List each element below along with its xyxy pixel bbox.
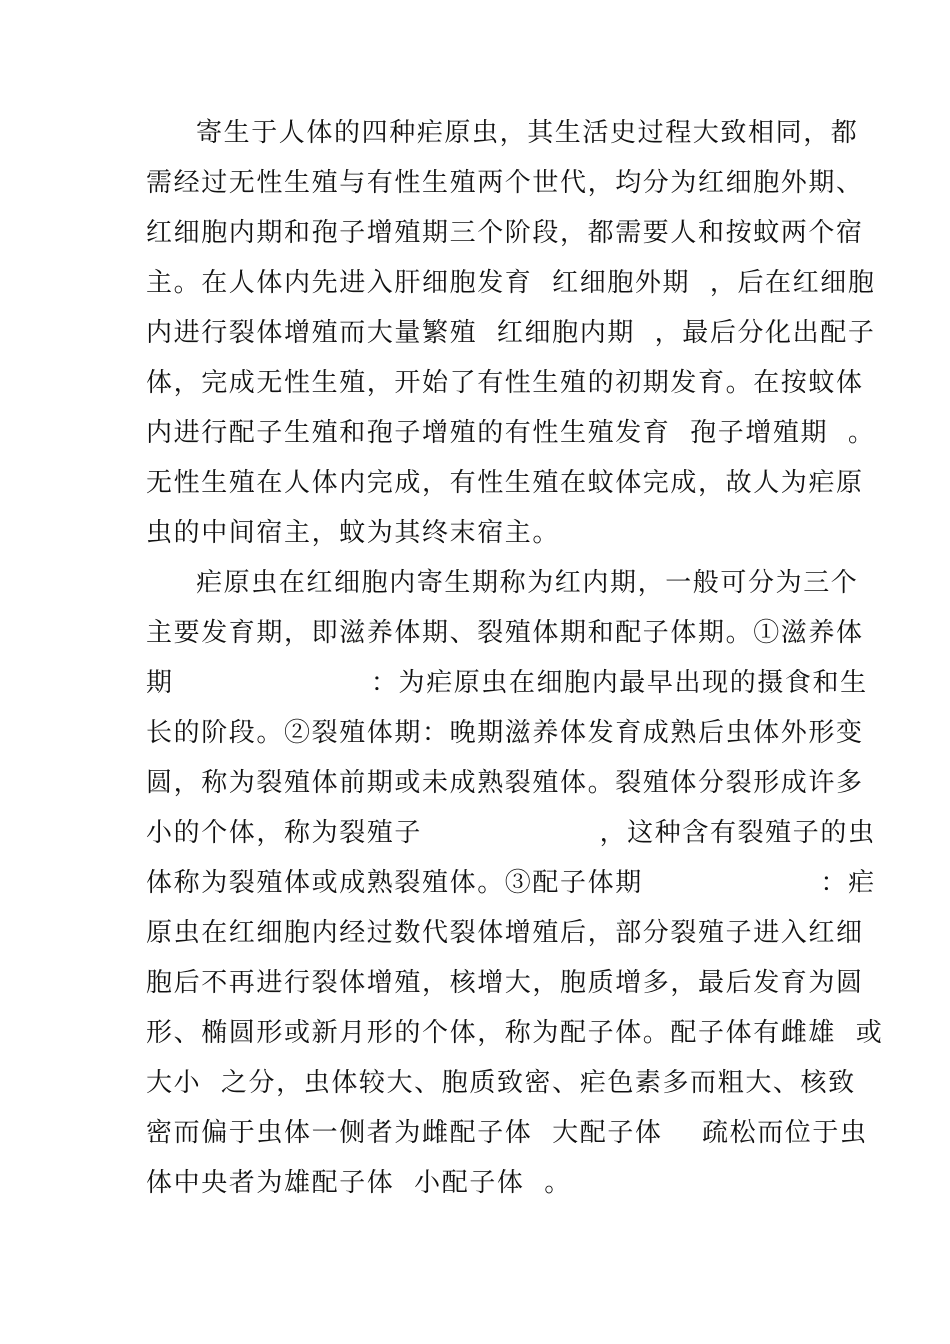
- paragraph-1-line-7: 内进行配子生殖和孢子增殖的有性生殖发育 孢子增殖期 。: [146, 418, 876, 448]
- paragraph-2-line-12: 密而偏于虫体一侧者为雌配子体 大配子体 疏松而位于虫: [146, 1118, 868, 1148]
- paragraph-1-line-8: 无性生殖在人体内完成，有性生殖在蚊体完成，故人为疟原: [146, 468, 864, 498]
- paragraph-2-line-8: 原虫在红细胞内经过数代裂体增殖后，部分裂殖子进入红细: [146, 918, 864, 948]
- paragraph-2-line-4: 长的阶段。②裂殖体期：晚期滋养体发育成熟后虫体外形变: [146, 718, 864, 748]
- paragraph-1-line-4: 主。在人体内先进入肝细胞发育 红细胞外期 ，后在红细胞: [146, 268, 876, 298]
- paragraph-1-line-2: 需经过无性生殖与有性生殖两个世代，均分为红细胞外期、: [146, 168, 864, 198]
- paragraph-2-line-5: 圆，称为裂殖体前期或未成熟裂殖体。裂殖体分裂形成许多: [146, 768, 864, 798]
- paragraph-2-line-13: 体中央者为雄配子体 小配子体 。: [146, 1168, 572, 1198]
- paragraph-1-line-6: 体，完成无性生殖，开始了有性生殖的初期发育。在按蚊体: [146, 368, 864, 398]
- paragraph-2-line-1: 疟原虫在红细胞内寄生期称为红内期，一般可分为三个: [196, 568, 859, 598]
- paragraph-1-line-3: 红细胞内期和孢子增殖期三个阶段，都需要人和按蚊两个宿: [146, 218, 864, 248]
- paragraph-1-line-9: 虫的中间宿主，蚊为其终末宿主。: [146, 518, 561, 548]
- paragraph-2-line-6: 小的个体，称为裂殖子 ，这种含有裂殖子的虫: [146, 818, 876, 848]
- paragraph-1-line-1: 寄生于人体的四种疟原虫，其生活史过程大致相同，都: [196, 118, 859, 148]
- paragraph-1-line-5: 内进行裂体增殖而大量繁殖 红细胞内期 ，最后分化出配子: [146, 318, 876, 348]
- paragraph-2-line-7: 体称为裂殖体或成熟裂殖体。③配子体期 ：疟: [146, 868, 876, 898]
- paragraph-2-line-11: 大小 之分，虫体较大、胞质致密、疟色素多而粗大、核致: [146, 1068, 856, 1098]
- paragraph-2-line-9: 胞后不再进行裂体增殖，核增大，胞质增多，最后发育为圆: [146, 968, 864, 998]
- paragraph-2-line-3: 期 ：为疟原虫在细胞内最早出现的摄食和生: [146, 668, 868, 698]
- paragraph-2-line-10: 形、椭圆形或新月形的个体，称为配子体。配子体有雌雄 或: [146, 1018, 884, 1048]
- paragraph-2-line-2: 主要发育期，即滋养体期、裂殖体期和配子体期。①滋养体: [146, 618, 864, 648]
